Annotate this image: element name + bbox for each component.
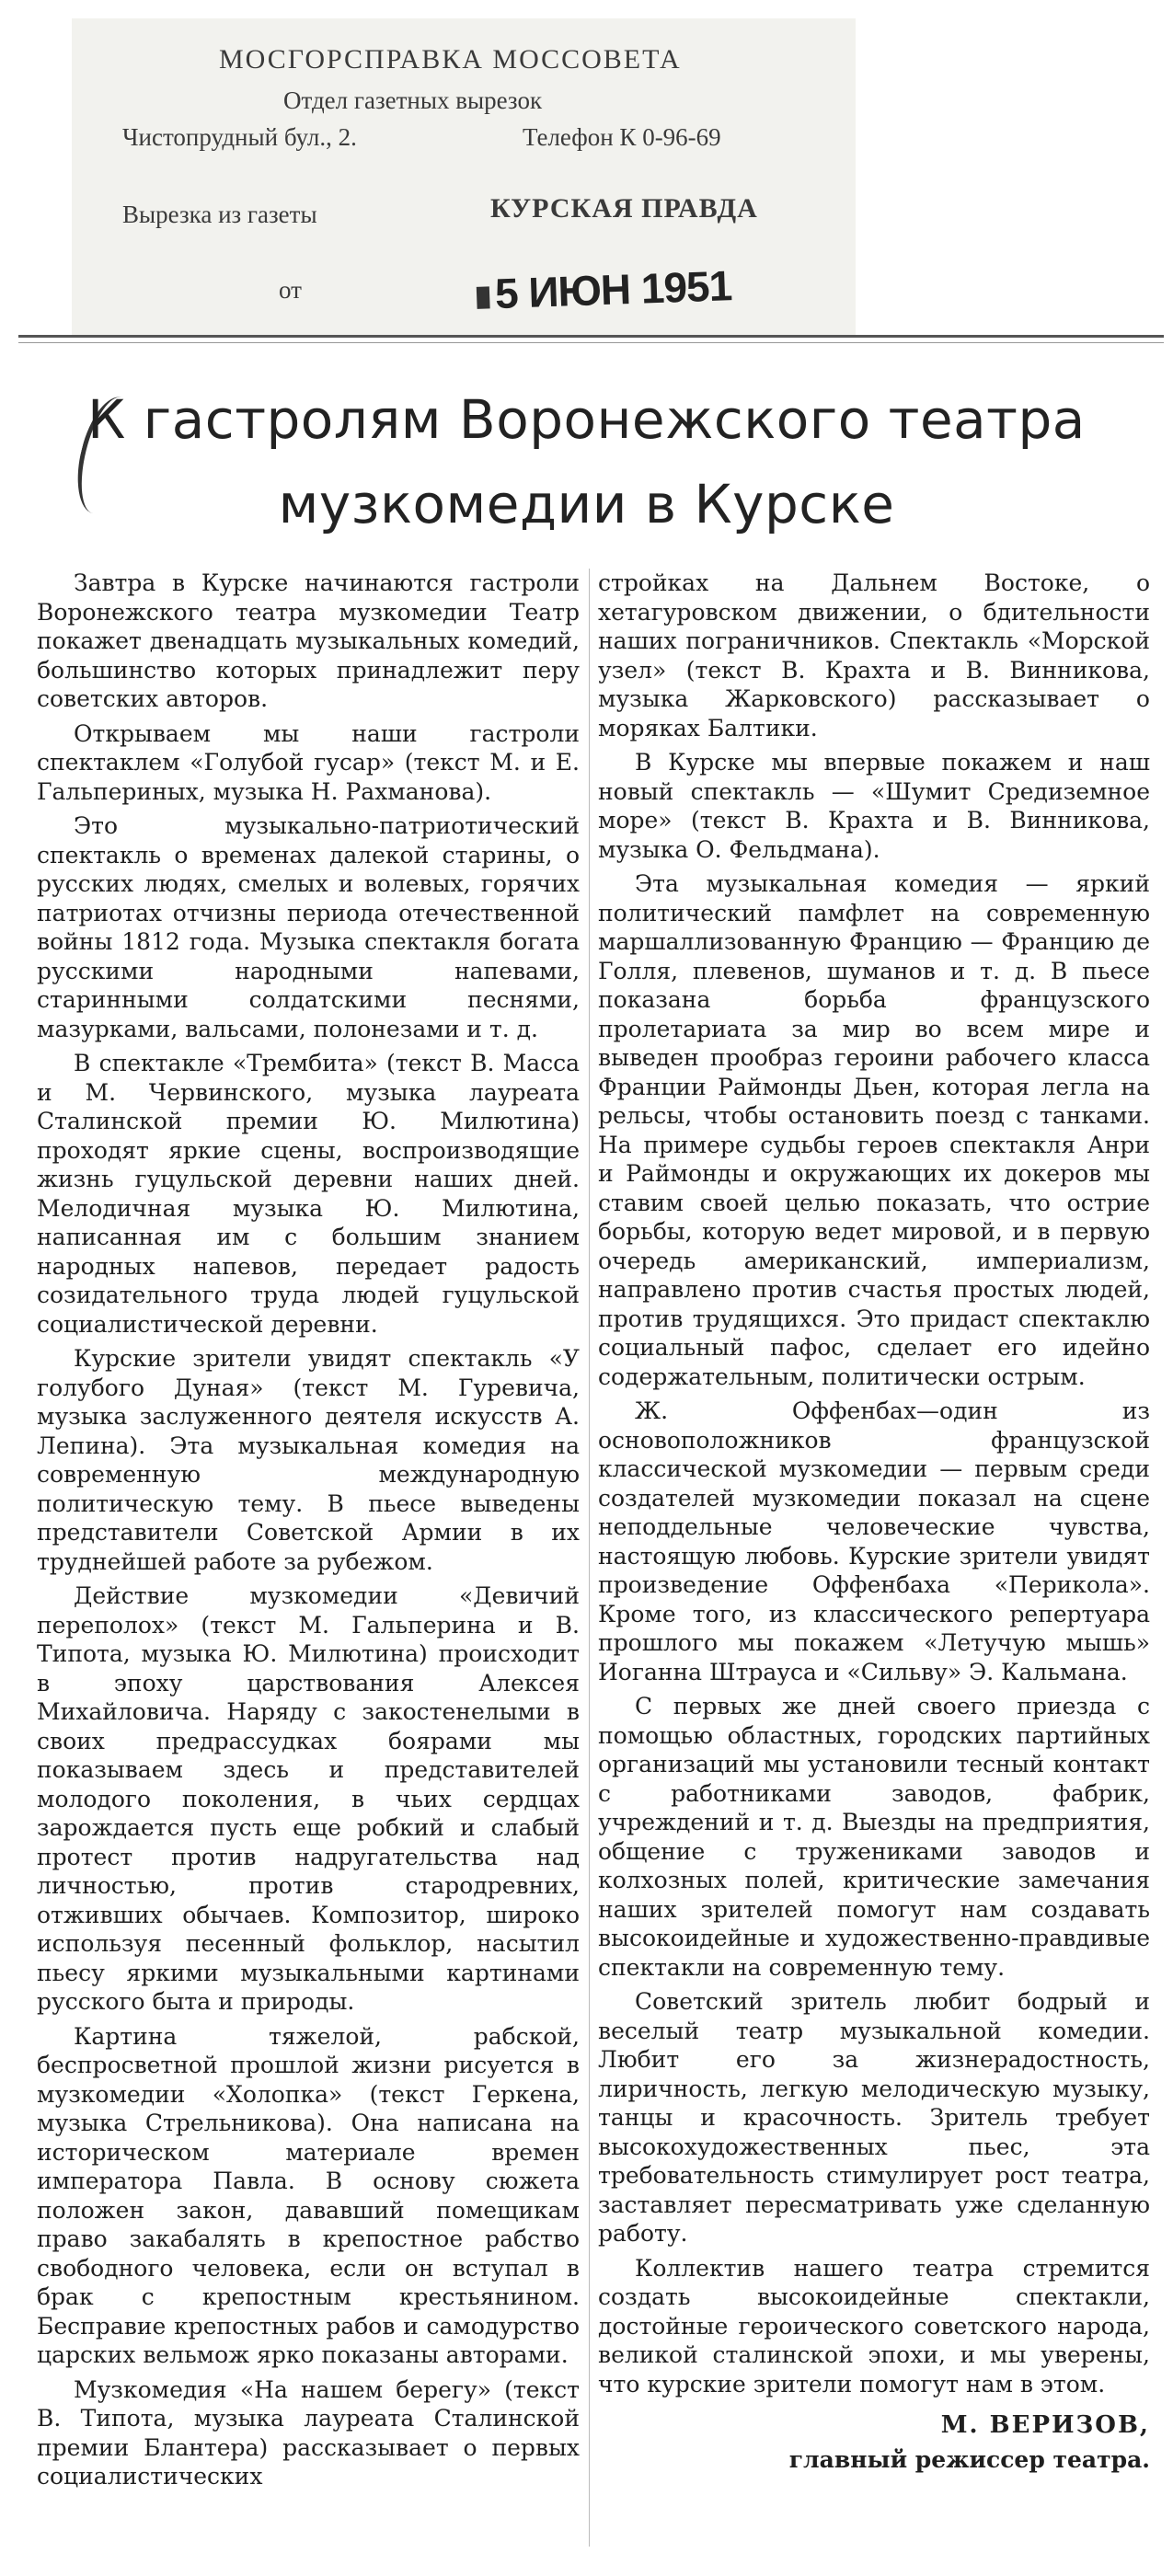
clipping-label: Вырезка из газеты <box>122 201 317 228</box>
paragraph: Картина тяжелой, рабской, беспросветной прошлой жизни рисуется в музкомедии «Холопка» (текст Геркена, музыка Стрельникова). Она написана на историческом материале времен императора Павла. В основу сюжета положен закон, дававший помещикам право закабалять в крепостное рабство свободного человека, если он вступал в брак с крепостным крестьянином. Бесправие крепостных рабов и самодурство царских вельмож ярко показаны авторами. <box>37 2022 580 2368</box>
paragraph: Советский зритель любит бодрый и веселый театр музыкальной комедии. Любит его за жизнерадостность, лиричность, легкую мелодическую музыку, танцы и красочность. Зритель требует высокохудожественных пьес, эта требовательность стимулирует рост театра, заставляет пересматривать уже сделанную работу. <box>598 1988 1150 2247</box>
paragraph: Эта музыкальная комедия — яркий политический памфлет на современную маршаллизованную Францию — Францию де Голля, плевенов, шуманов и т. д. В пьесе показана борьба французского пролетариата за мир во всем мире и выведен прообраз героини рабочего класса Франции Раймонды Дьен, которая легла на рельсы, чтобы остановить поезд с танками. На примере судьбы героев спектакля Анри и Раймонды и окружающих их докеров мы ставим своей целью показать, что острие борьбы, которую ведет мировой, и в первую очередь американский, империализм, направлено против счастья простых людей, против трудящихся. Это придаст спектаклю социальный пафос, сделает его идейно содержательным, политически острым. <box>598 870 1150 1390</box>
title-line-1: К гастролям Воронежского театра <box>87 388 1086 451</box>
newspaper-name: КУРСКАЯ ПРАВДА <box>490 193 758 224</box>
clipping-header <box>72 18 856 336</box>
date-label: от <box>279 276 302 304</box>
address: Чистопрудный бул., 2. <box>122 123 357 151</box>
paragraph: В спектакле «Трембита» (текст В. Масса и М. Червинского, музыка лауреата Сталинской премии Ю. Милютина) проходят яркие сцены, воспроизводящие жизнь гуцульской деревни наших дней. Мелодичная музыка Ю. Милютина, написанная им с большим знанием народных напевов, передает радость созидательного труда людей гуцульской социалистической деревни. <box>37 1050 580 1338</box>
paragraph: С первых же дней своего приезда с помощью областных, городских партийных организаций мы установили тесный контакт с работниками заводов, фабрик, учреждений и т. д. Выезды на предприятия, общение с тружениками заводов и колхозных полей, критические замечания наших зрителей помогут нам создавать высокоидейные и художественно-правдивые спектакли на современную тему. <box>598 1693 1150 1981</box>
signature <box>598 2408 1150 2478</box>
department-name: Отдел газетных вырезок <box>283 86 543 114</box>
title-line-2: музкомедии в Курске <box>278 473 895 535</box>
org-name: МОСГОРСПРАВКА МОССОВЕТА <box>219 44 682 75</box>
header-divider-thin <box>18 342 1164 343</box>
paragraph: Это музыкально-патриотический спектакль о временах далекой старины, о русских людях, смелых и волевых, горячих патриотах отчизны периода отечественной войны 1812 года. Музыка спектакля богата русскими народными напевами, старинными солдатскими песнями, мазурками, вальсами, полонезами и т. д. <box>37 812 580 1042</box>
left-column <box>37 569 580 2497</box>
paragraph: Завтра в Курске начинаются гастроли Воронежского театра музкомедии Театр покажет двенадцать музыкальных комедий, большинство которых принадлежит перу советских авторов. <box>37 569 580 712</box>
paragraph-continued: стройках на Дальнем Востоке, о хетагуровском движении, о бдительности наших пограничников. Спектакль «Морской узел» (текст В. Крахта и В. Винникова, музыка Жарковского) рассказывает о моряках Балтики. <box>598 569 1150 742</box>
paragraph: Коллектив нашего театра стремится создать высокоидейные спектакли, достойные героического советского народа, великой сталинской эпохи, и мы уверены, что курские зрители помогут нам в этом. <box>598 2254 1150 2398</box>
paragraph: В Курске мы впервые покажем и наш новый спектакль — «Шумит Средиземное море» (текст В. Крахта и В. Винникова, музыка О. Фельдмана). <box>598 749 1150 863</box>
stamp-mark-icon <box>477 286 490 308</box>
header-divider <box>18 335 1164 338</box>
author-role: главный режиссер театра. <box>788 2446 1150 2473</box>
date-stamp <box>476 260 732 319</box>
paragraph: Музкомедия «На нашем берегу» (текст В. Типота, музыка лауреата Сталинской премии Блантера) рассказывает о первых социалистических <box>37 2375 580 2490</box>
date-stamp-text: 5 ИЮН 1951 <box>494 261 733 318</box>
paragraph: Курские зрители увидят спектакль «У голубого Дуная» (текст М. Гуревича, музыка заслуженного деятеля искусств А. Лепина). Эта музыкальная комедия на современную международную политическую тему. В пьесе выведены представители Советской Армии в их труднейшей работе за рубежом. <box>37 1345 580 1575</box>
paragraph: Действие музкомедии «Девичий переполох» (текст М. Гальперина и В. Типота, музыка Ю. Милютина) происходит в эпоху царствования Алексея Михайловича. Наряду с закостенелыми в своих предрассудках боярами мы показываем здесь и представителей молодого поколения, в чьих сердцах зарождается пусть еще робкий и слабый протест против надругательства над личностью, против стародревних, отживших обычаев. Композитор, широко используя песенный фольклор, насытил пьесу яркими музыкальными картинами русского быта и природы. <box>37 1582 580 2015</box>
paragraph: Ж. Оффенбах—один из основоположников французской классической музкомедии — первым среди создателей музкомедии показал на сцене неподдельные человеческие чувства, настоящую любовь. Курские зрители увидят произведение Оффенбаха «Перикола». Кроме того, из классического репертуара прошлого мы покажем «Летучую мышь» Иоганна Штрауса и «Сильву» Э. Кальмана. <box>598 1397 1150 1685</box>
phone: Телефон К 0-96-69 <box>523 123 721 151</box>
column-rule <box>589 569 590 2547</box>
paragraph: Открываем мы наши гастроли спектаклем «Голубой гусар» (текст М. и Е. Гальпериных, музыка Н. Рахманова). <box>37 719 580 805</box>
author-name: М. ВЕРИЗОВ, <box>940 2411 1150 2439</box>
right-column <box>598 569 1150 2478</box>
article-title <box>37 377 1136 546</box>
